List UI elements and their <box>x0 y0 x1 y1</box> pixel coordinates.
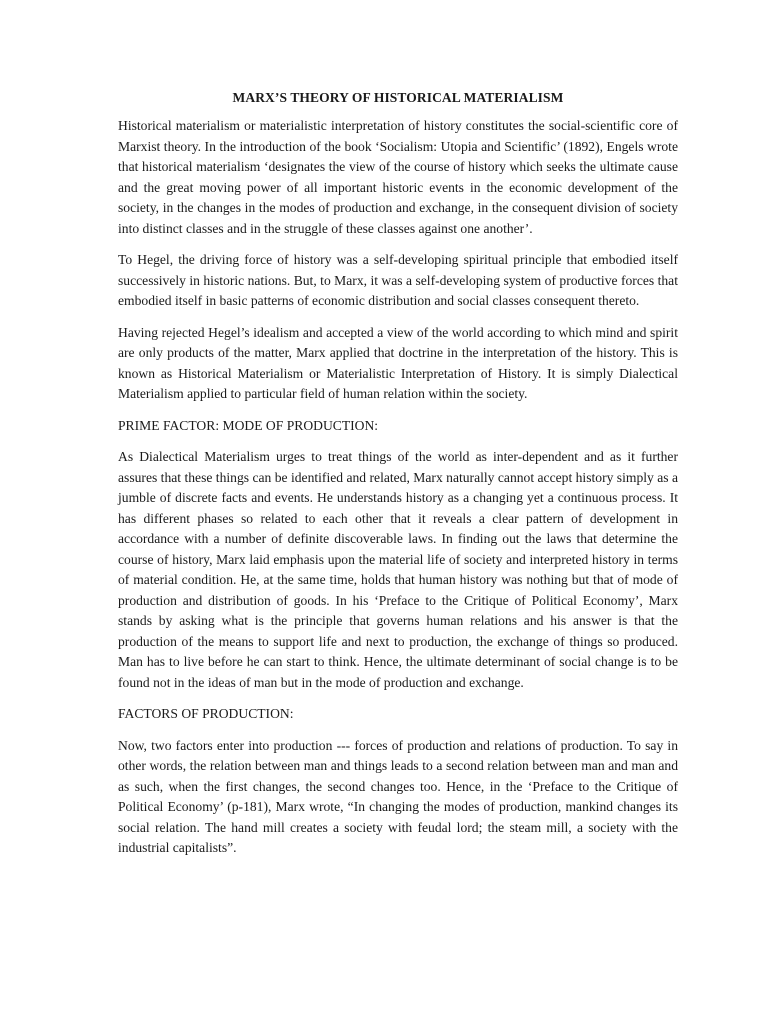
paragraph-intro: Historical materialism or materialistic interpretation of history constitutes the social-scientific core of Marxist theory. In the introduction of the book ‘Socialism: Utopia and Scientific’ (1892), Engels wrote that historical materialism ‘designates the view of the course of history which seeks the ultimate cause and the great moving power of all important historic events in the economic development of the society, in the changes in the modes of production and exchange, in the consequent division of society into distinct classes and in the struggle of these classes against one another’. <box>118 118 678 236</box>
section-heading-factors: FACTORS OF PRODUCTION: <box>118 706 294 721</box>
paragraph-idealism: Having rejected Hegel’s idealism and accepted a view of the world according to which mind and spirit are only products of the matter, Marx applied that doctrine in the interpretation of the history. This is known as Historical Materialism or Materialistic Interpretation of History. It is simply Dialectical Materialism applied to particular field of human relation within the society. <box>118 324 678 401</box>
section-heading-prime-factor: PRIME FACTOR: MODE OF PRODUCTION: <box>118 417 379 433</box>
document-page <box>118 90 678 870</box>
paragraph-hegel: To Hegel, the driving force of history was a self-developing spiritual principle that embodied itself successively in historic nations. But, to Marx, it was a self-developing system of productive forces that embodied itself in basic patterns of economic distribution and social classes consequent thereto. <box>118 252 678 308</box>
paragraph-dialectical: As Dialectical Materialism urges to treat things of the world as inter-dependent and as it further assures that these things can be identified and related, Marx naturally cannot accept history simply as a jumble of discrete facts and events. He understands history as a changing yet a continuous process. It has different phases so related to each other that it reveals a clear pattern of development in accordance with a number of definite discoverable laws. In finding out the laws that determine the course of history, Marx laid emphasis upon the material life of society and interpreted history in terms of material condition. He, at the same time, holds that human history was nothing but that of mode of production and distribution of goods. In his ‘Preface to the Critique of Political Economy’, Marx stands by asking what is the principle that governs human relations and his answer is that the production of the means to support life and next to production, the exchange of things so produced. Man has to live before he can start to think. Hence, the ultimate determinant of social change is to be found not in the ideas of man but in the mode of production and exchange. <box>118 449 678 690</box>
paragraph-factors: Now, two factors enter into production --- forces of production and relations of production. To say in other words, the relation between man and things leads to a second relation between man and man and as such, when the first changes, the second changes too. Hence, in the ‘Preface to the Critique of Political Economy’ (p-181), Marx wrote, “In changing the modes of production, mankind changes its social relation. The hand mill creates a society with feudal lord; the steam mill, a society with the industrial capitalists”. <box>118 737 678 855</box>
document-title: MARX’S THEORY OF HISTORICAL MATERIALISM <box>232 90 564 105</box>
